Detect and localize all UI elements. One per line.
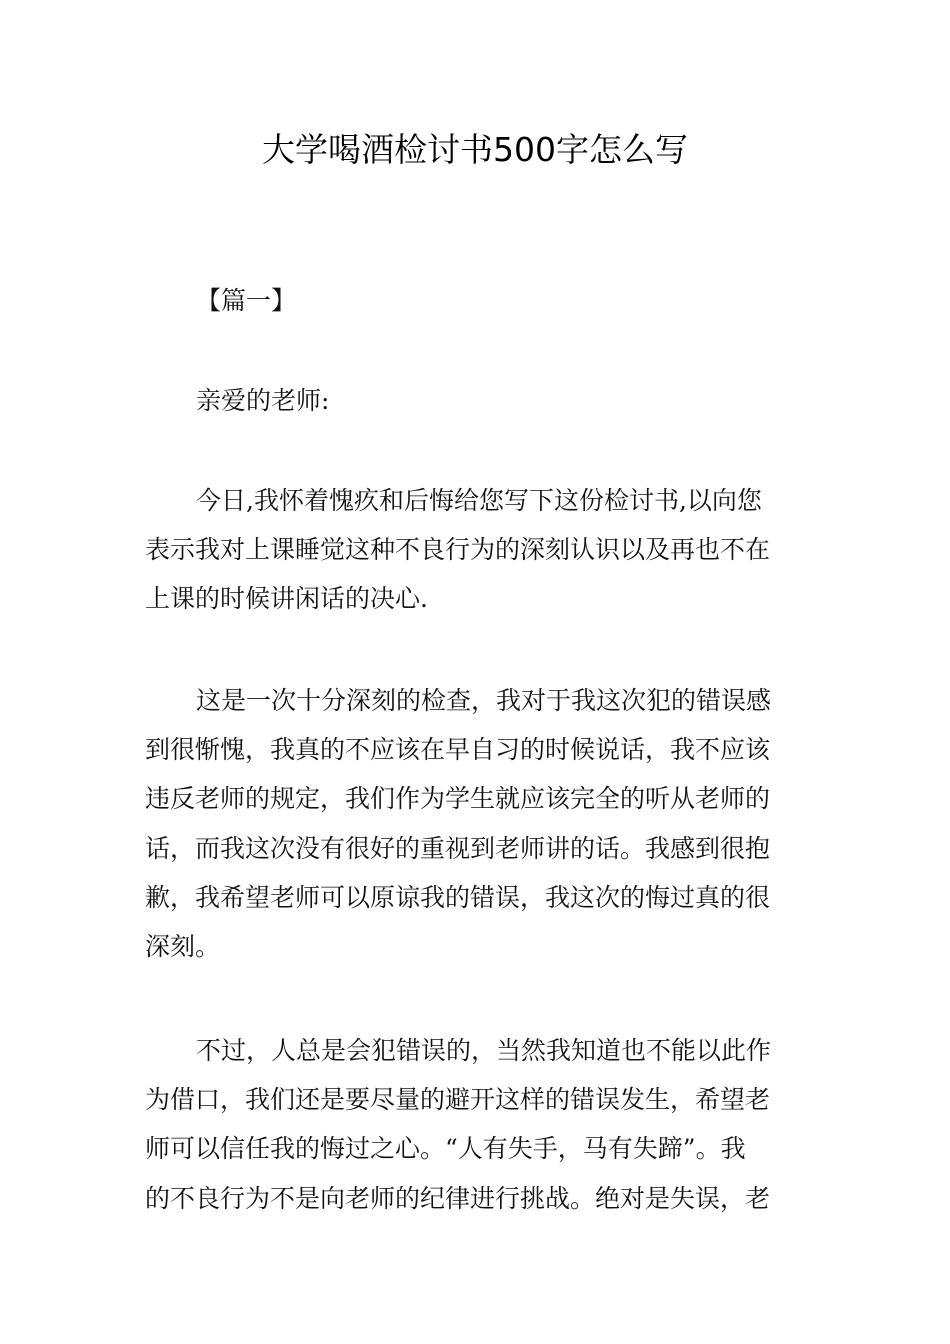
- paragraph-line: 到很惭愧，我真的不应该在早自习的时候说话，我不应该: [145, 735, 771, 765]
- paragraph-line: 的不良行为不是向老师的纪律进行挑战。绝对是失误，老: [145, 1183, 771, 1213]
- paragraph-line: 这是一次十分深刻的检查，我对于我这次犯的错误感: [196, 686, 772, 715]
- paragraph-line: 不过，人总是会犯错误的，当然我知道也不能以此作: [196, 1036, 772, 1065]
- paragraph-line: 深刻。: [145, 932, 221, 962]
- salutation: 亲爱的老师:: [196, 386, 330, 415]
- paragraph-2: [145, 676, 807, 971]
- paragraph-line: 师可以信任我的悔过之心。“人有失手，马有失蹄”。我: [145, 1134, 746, 1164]
- paragraph-line: 违反老师的规定，我们作为学生就应该完全的听从老师的: [145, 784, 771, 814]
- paragraph-line: 表示我对上课睡觉这种不良行为的深刻认识以及再也不在: [145, 535, 771, 565]
- paragraph-1: [145, 476, 807, 624]
- paragraph-line: 话，而我这次没有很好的重视到老师讲的话。我感到很抱: [145, 833, 771, 863]
- paragraph-line: 为借口，我们还是要尽量的避开这样的错误发生，希望老: [145, 1085, 771, 1115]
- paragraph-line: 歉，我希望老师可以原谅我的错误，我这次的悔过真的很: [145, 882, 771, 912]
- document-title: 大学喝酒检讨书500字怎么写: [262, 130, 688, 169]
- paragraph-line: 上课的时候讲闲话的决心.: [145, 584, 428, 614]
- paragraph-line: 今日,我怀着愧疚和后悔给您写下这份检讨书,以向您: [196, 486, 762, 515]
- section-label: 【篇一】: [196, 286, 297, 315]
- paragraph-3: [145, 1026, 807, 1223]
